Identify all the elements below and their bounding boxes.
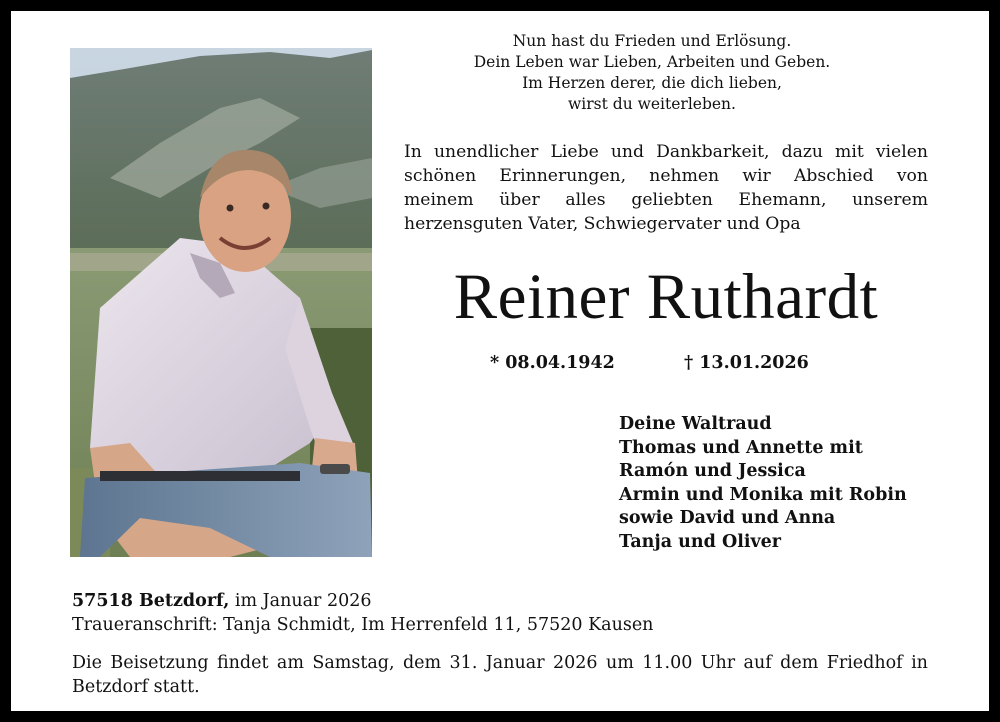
portrait-photo-icon: [70, 48, 372, 557]
intro-line: schönen Erinnerungen, nehmen wir Abschied von: [404, 166, 928, 186]
burial-word: Friedhof: [826, 653, 903, 673]
burial-word: findet: [216, 653, 269, 673]
death-date: † 13.01.2026: [684, 353, 809, 373]
intro-line: meinem über alles geliebten Ehemann, unserem: [404, 190, 928, 210]
place-date: im Januar 2026: [234, 591, 372, 611]
place-line: [72, 590, 653, 614]
burial-word: Samstag,: [312, 653, 395, 673]
deceased-name: Reiner Ruthardt: [453, 261, 879, 333]
burial-word: 11.00: [642, 653, 693, 673]
burial-line: [72, 652, 928, 676]
mourner-line: Deine Waltraud: [619, 414, 772, 434]
burial-word: in: [911, 653, 928, 673]
poem: [420, 31, 884, 115]
mourner-line: Thomas und Annette mit: [619, 437, 863, 458]
burial-word: um: [605, 653, 634, 673]
mourner-line: Armin und Monika mit Robin: [619, 484, 907, 505]
burial-line: Betzdorf statt.: [72, 676, 200, 697]
mourner-line: sowie David und Anna: [619, 508, 836, 529]
birth-date: * 08.04.1942: [490, 353, 615, 373]
place-location: 57518 Betzdorf,: [72, 591, 230, 611]
place-block: [72, 590, 653, 637]
poem-line: Dein Leben war Lieben, Arbeiten und Geben.: [473, 53, 831, 71]
burial-word: dem: [402, 653, 442, 673]
poem-line: wirst du weiterleben.: [568, 95, 736, 113]
poem-line: Im Herzen derer, die dich lieben,: [522, 74, 782, 92]
burial-word: dem: [780, 653, 819, 673]
mourner-line: Ramón und Jessica: [619, 461, 806, 482]
burial-word: auf: [743, 653, 772, 673]
burial-word: 2026: [553, 653, 598, 673]
burial-word: Januar: [485, 653, 545, 673]
intro-line: In unendlicher Liebe und Dankbarkeit, dazu mit vielen: [404, 142, 928, 162]
mourner-line: Tanja und Oliver: [619, 531, 782, 552]
intro-line: herzensguten Vater, Schwiegervater und Opa: [404, 214, 801, 234]
burial-word: am: [276, 653, 304, 673]
poem-line: Nun hast du Frieden und Erlösung.: [512, 32, 792, 50]
burial-info: [72, 652, 928, 699]
burial-word: Uhr: [700, 653, 736, 673]
burial-word: Die: [72, 653, 102, 673]
burial-word: Beisetzung: [110, 653, 209, 673]
intro-paragraph: [404, 140, 928, 236]
mourning-address: Traueranschrift: Tanja Schmidt, Im Herrenfeld 11, 57520 Kausen: [72, 614, 654, 635]
mourners-list: [619, 413, 949, 555]
portrait-photo: [70, 48, 372, 557]
burial-word: 31.: [449, 653, 478, 673]
